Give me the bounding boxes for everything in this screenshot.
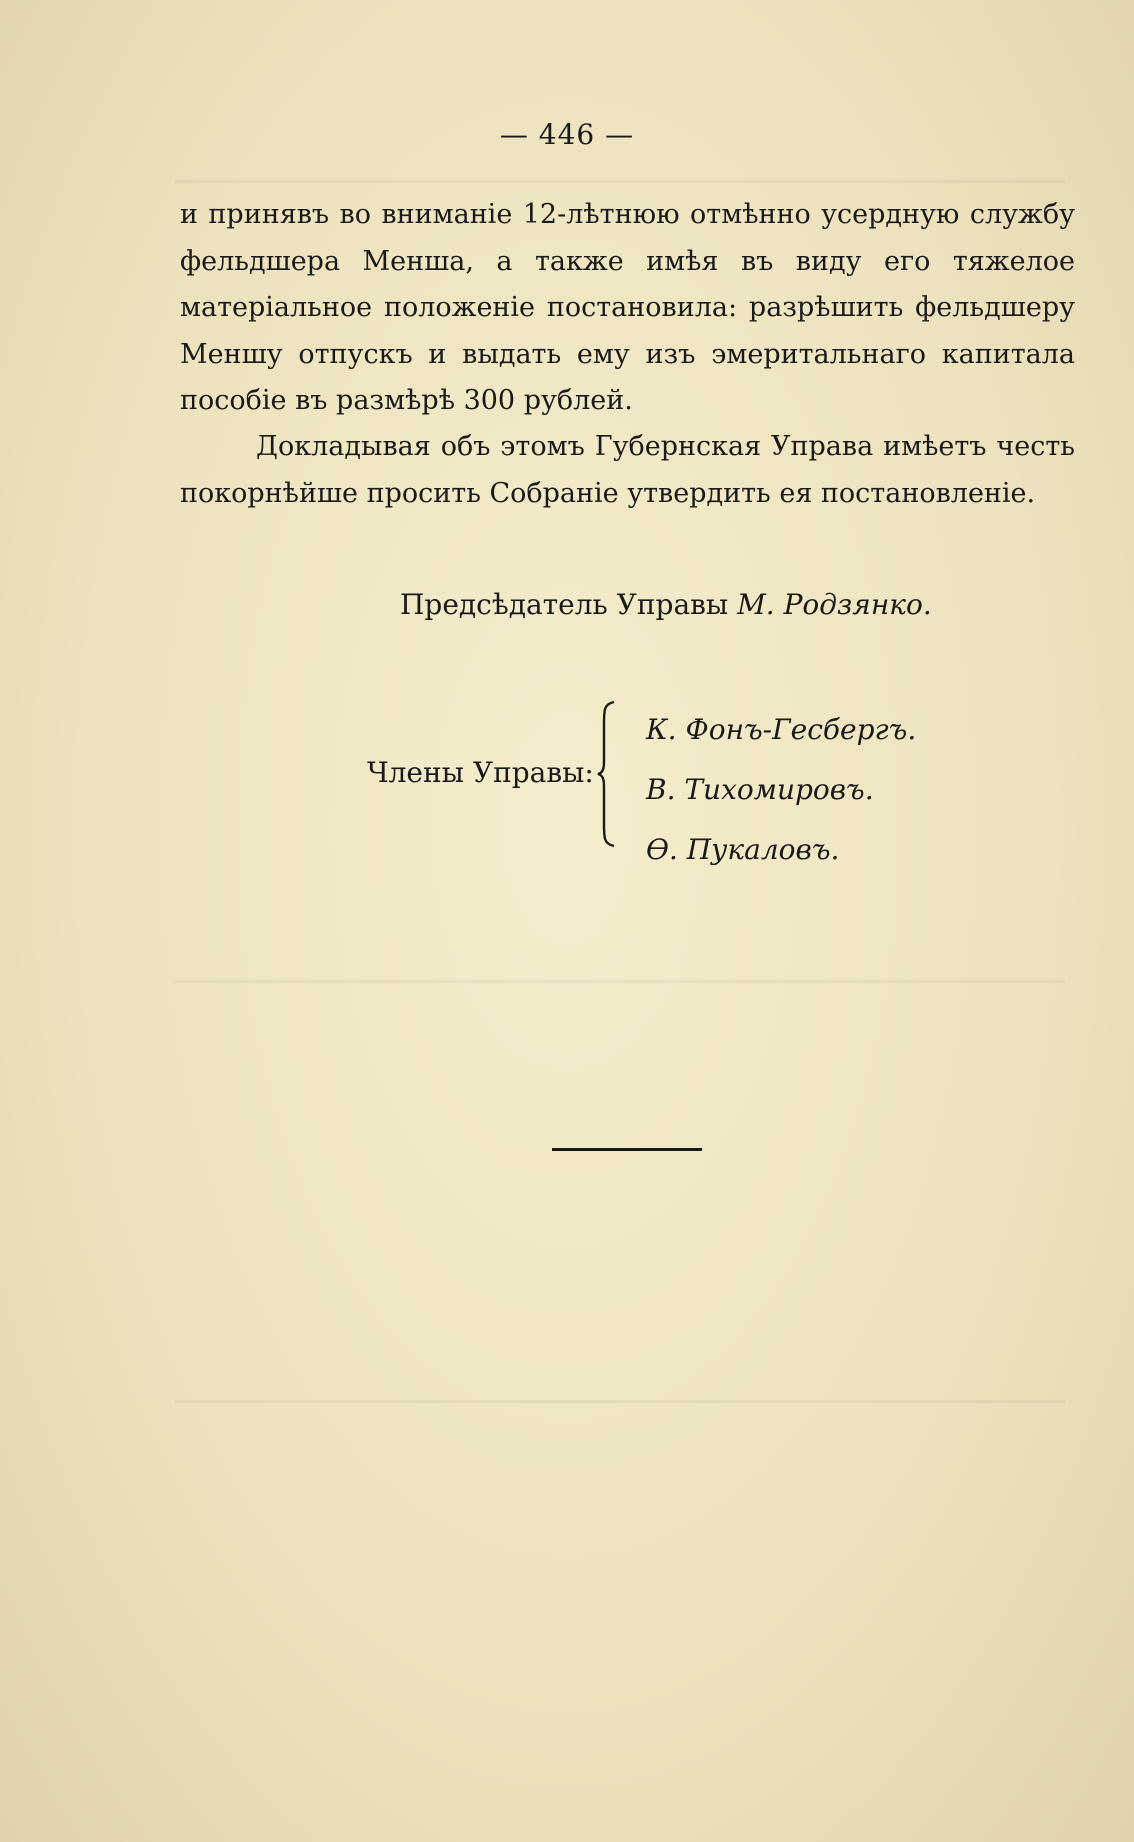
member-name: К. Фонъ-Гесбергъ. [646, 713, 917, 746]
show-through-mark [175, 980, 1065, 983]
members-list [646, 700, 916, 880]
paragraph-1: и принявъ во вниманіе 12-лѣтнюю отмѣнно усердную службу фельдшера Менша, а также имѣя въ виду его тяжелое матеріальное положеніе постановила: разрѣшить фельдшеру Меншу отпускъ и выдать ему изъ эмеритальнаго капитала пособіе въ размѣрѣ 300 рублей. [180, 199, 1075, 416]
member-name: В. Тихомировъ. [646, 773, 874, 806]
chairman-name: М. Родзянко. [737, 588, 932, 621]
chairman-signature-line [400, 588, 932, 621]
page-number: — 446 — [499, 118, 635, 151]
curly-brace-icon [596, 700, 618, 848]
section-divider [552, 1148, 702, 1151]
show-through-mark [175, 1400, 1065, 1403]
paragraph-2: Докладывая объ этомъ Губернская Управа имѣетъ честь покорнѣйше просить Собраніе утвердить ея постановленіе. [180, 431, 1075, 509]
chairman-title: Предсѣдатель Управы [400, 588, 729, 621]
show-through-mark [175, 180, 1065, 183]
member-name: Ѳ. Пукаловъ. [646, 833, 840, 866]
members-label: Члены Управы: [367, 756, 594, 789]
